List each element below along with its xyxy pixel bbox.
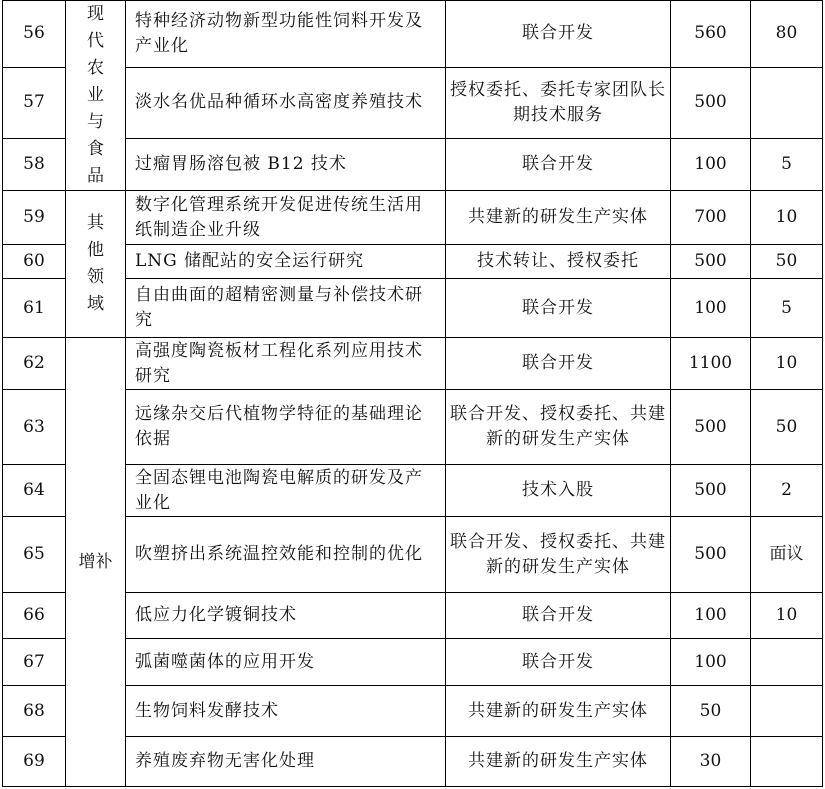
cooperation-mode: 共建新的研发生产实体 bbox=[446, 191, 671, 245]
row-number: 62 bbox=[3, 338, 66, 390]
row-number: 69 bbox=[3, 737, 66, 787]
row-number: 60 bbox=[3, 245, 66, 279]
cooperation-mode: 联合开发 bbox=[446, 593, 671, 639]
cooperation-mode: 联合开发 bbox=[446, 338, 671, 390]
cooperation-mode: 联合开发、授权委托、共建新的研发生产实体 bbox=[446, 517, 671, 593]
amount-value: 100 bbox=[671, 138, 751, 190]
extra-value: 5 bbox=[751, 279, 823, 338]
extra-value bbox=[751, 67, 823, 138]
amount-value: 560 bbox=[671, 1, 751, 68]
extra-value bbox=[751, 639, 823, 686]
table-row bbox=[3, 639, 823, 686]
project-name: 全固态锂电池陶瓷电解质的研发及产业化 bbox=[126, 465, 446, 517]
table-row bbox=[3, 593, 823, 639]
row-number: 65 bbox=[3, 517, 66, 593]
extra-value: 面议 bbox=[751, 517, 823, 593]
amount-value: 100 bbox=[671, 593, 751, 639]
category-label: 其他领域 bbox=[87, 213, 104, 314]
category-cell bbox=[66, 338, 126, 787]
amount-value: 500 bbox=[671, 390, 751, 465]
project-name: 数字化管理系统开发促进传统生活用纸制造企业升级 bbox=[126, 191, 446, 245]
amount-value: 500 bbox=[671, 67, 751, 138]
cooperation-mode: 联合开发 bbox=[446, 279, 671, 338]
extra-value: 10 bbox=[751, 593, 823, 639]
table-row bbox=[3, 138, 823, 190]
table-row bbox=[3, 1, 823, 68]
cooperation-mode: 授权委托、委托专家团队长期技术服务 bbox=[446, 67, 671, 138]
extra-value: 50 bbox=[751, 245, 823, 279]
project-name: 自由曲面的超精密测量与补偿技术研究 bbox=[126, 279, 446, 338]
table-row bbox=[3, 390, 823, 465]
table-row bbox=[3, 517, 823, 593]
cooperation-mode: 联合开发、授权委托、共建新的研发生产实体 bbox=[446, 390, 671, 465]
extra-value: 10 bbox=[751, 191, 823, 245]
table-row bbox=[3, 737, 823, 787]
project-name: 弧菌噬菌体的应用开发 bbox=[126, 639, 446, 686]
amount-value: 500 bbox=[671, 245, 751, 279]
table-row bbox=[3, 686, 823, 737]
row-number: 59 bbox=[3, 191, 66, 245]
cooperation-mode: 联合开发 bbox=[446, 138, 671, 190]
amount-value: 500 bbox=[671, 465, 751, 517]
cooperation-mode: 技术转让、授权委托 bbox=[446, 245, 671, 279]
category-label: 现代农业与食品 bbox=[87, 4, 104, 186]
project-name: 养殖废弃物无害化处理 bbox=[126, 737, 446, 787]
extra-value: 5 bbox=[751, 138, 823, 190]
extra-value: 10 bbox=[751, 338, 823, 390]
table-row bbox=[3, 67, 823, 138]
amount-value: 30 bbox=[671, 737, 751, 787]
amount-value: 1100 bbox=[671, 338, 751, 390]
row-number: 58 bbox=[3, 138, 66, 190]
category-cell bbox=[66, 1, 126, 191]
amount-value: 100 bbox=[671, 279, 751, 338]
cooperation-mode: 联合开发 bbox=[446, 639, 671, 686]
project-name: 生物饲料发酵技术 bbox=[126, 686, 446, 737]
row-number: 66 bbox=[3, 593, 66, 639]
row-number: 61 bbox=[3, 279, 66, 338]
extra-value bbox=[751, 686, 823, 737]
project-name: 淡水名优品种循环水高密度养殖技术 bbox=[126, 67, 446, 138]
extra-value: 2 bbox=[751, 465, 823, 517]
category-label: 增补 bbox=[78, 551, 113, 572]
row-number: 63 bbox=[3, 390, 66, 465]
row-number: 64 bbox=[3, 465, 66, 517]
row-number: 56 bbox=[3, 1, 66, 68]
row-number: 67 bbox=[3, 639, 66, 686]
row-number: 68 bbox=[3, 686, 66, 737]
project-name: LNG 储配站的安全运行研究 bbox=[126, 245, 446, 279]
amount-value: 50 bbox=[671, 686, 751, 737]
amount-value: 100 bbox=[671, 639, 751, 686]
extra-value bbox=[751, 737, 823, 787]
cooperation-mode: 技术入股 bbox=[446, 465, 671, 517]
extra-value: 50 bbox=[751, 390, 823, 465]
table-row bbox=[3, 338, 823, 390]
projects-table bbox=[2, 0, 823, 787]
extra-value: 80 bbox=[751, 1, 823, 68]
cooperation-mode: 共建新的研发生产实体 bbox=[446, 737, 671, 787]
project-name: 低应力化学镀铜技术 bbox=[126, 593, 446, 639]
table-row bbox=[3, 191, 823, 245]
table-row bbox=[3, 245, 823, 279]
row-number: 57 bbox=[3, 67, 66, 138]
table-row bbox=[3, 279, 823, 338]
table-row bbox=[3, 465, 823, 517]
project-name: 过瘤胃肠溶包被 B12 技术 bbox=[126, 138, 446, 190]
amount-value: 500 bbox=[671, 517, 751, 593]
project-name: 特种经济动物新型功能性饲料开发及产业化 bbox=[126, 1, 446, 68]
project-name: 高强度陶瓷板材工程化系列应用技术研究 bbox=[126, 338, 446, 390]
amount-value: 700 bbox=[671, 191, 751, 245]
project-name: 吹塑挤出系统温控效能和控制的优化 bbox=[126, 517, 446, 593]
cooperation-mode: 共建新的研发生产实体 bbox=[446, 686, 671, 737]
project-name: 远缘杂交后代植物学特征的基础理论依据 bbox=[126, 390, 446, 465]
category-cell bbox=[66, 191, 126, 338]
cooperation-mode: 联合开发 bbox=[446, 1, 671, 68]
